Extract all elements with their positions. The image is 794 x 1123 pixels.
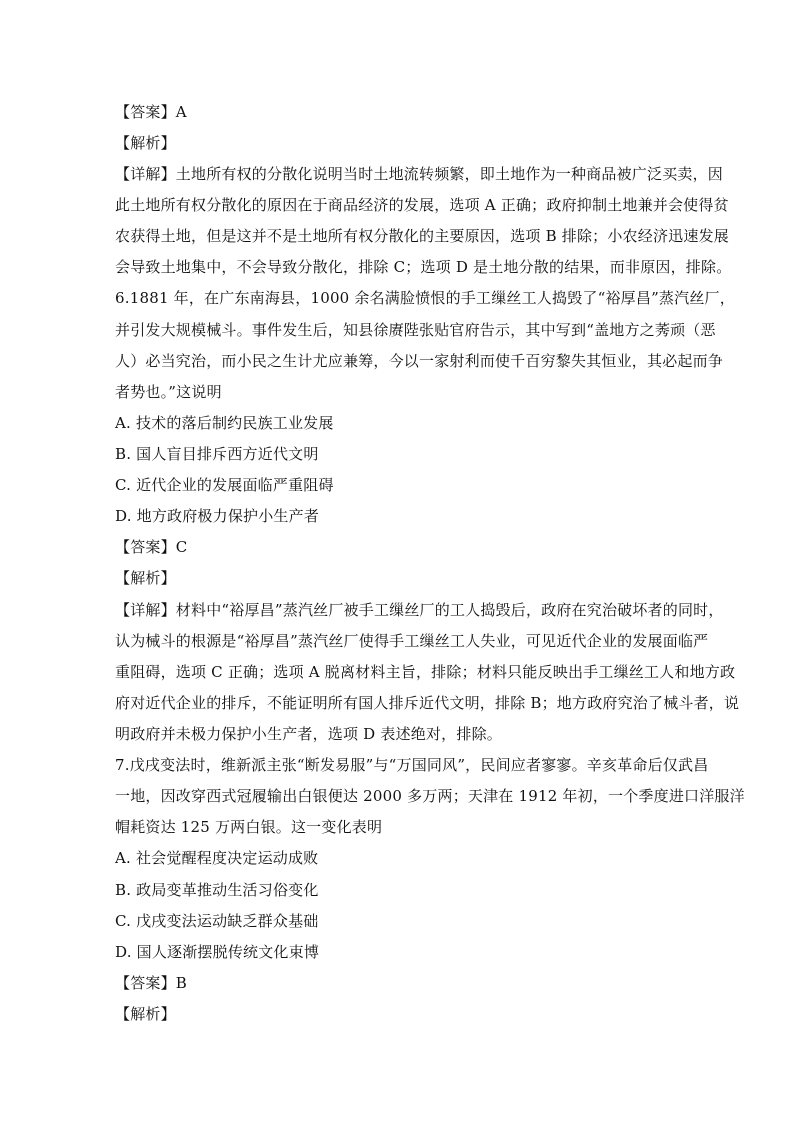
option-b: B. 国人盲目排斥西方近代文明 bbox=[115, 445, 319, 463]
question-stem-line: 6.1881 年，在广东南海县，1000 余名满脸愤恨的手工缫丝工人捣毁了“裕厚昌”蒸汽丝厂， bbox=[115, 289, 735, 307]
option-b: B. 政局变革推动生活习俗变化 bbox=[115, 881, 319, 899]
detail-paragraph-line: 府对近代企业的排斥，不能证明所有国人排斥近代文明，排除 B；地方政府究治了械斗者，说 bbox=[115, 694, 740, 712]
question-stem-line: 者势也。”这说明 bbox=[115, 383, 222, 401]
detail-paragraph-line: 会导致土地集中，不会导致分散化，排除 C；选项 D 是土地分散的结果，而非原因，排除。 bbox=[115, 258, 732, 276]
answer-label: 【答案】B bbox=[115, 974, 188, 992]
detail-paragraph-line: 明政府并未极力保护小生产者，选项 D 表述绝对，排除。 bbox=[115, 725, 502, 743]
detail-paragraph-line: 此土地所有权分散化的原因在于商品经济的发展，选项 A 正确；政府抑制土地兼并会使得贫 bbox=[115, 196, 729, 214]
detail-paragraph-line: 【详解】土地所有权的分散化说明当时土地流转频繁，即土地作为一种商品被广泛买卖，因 bbox=[115, 165, 724, 183]
question-stem-line: 并引发大规模械斗。事件发生后，知县徐赓陛张贴官府告示，其中写到“盖地方之莠顽（恶 bbox=[115, 321, 716, 339]
option-d: D. 地方政府极力保护小生产者 bbox=[115, 507, 320, 525]
question-stem-line: 7.戊戌变法时，维新派主张“断发易服”与“万国同风”，民间应者寥寥。辛亥革命后仅武昌 bbox=[115, 756, 709, 774]
answer-label: 【答案】C bbox=[115, 538, 188, 556]
analysis-label: 【解析】 bbox=[115, 569, 176, 587]
option-a: A. 技术的落后制约民族工业发展 bbox=[115, 414, 334, 432]
option-d: D. 国人逐渐摆脱传统文化束博 bbox=[115, 943, 320, 961]
question-stem-line: 一地，因改穿西式冠履输出白银便达 2000 多万两；天津在 1912 年初，一个季度进口洋服洋 bbox=[115, 787, 745, 805]
analysis-label: 【解析】 bbox=[115, 134, 176, 152]
analysis-label: 【解析】 bbox=[115, 1005, 176, 1023]
detail-paragraph-line: 重阻碍，选项 C 正确；选项 A 脱离材料主旨，排除；材料只能反映出手工缫丝工人和地方政 bbox=[115, 663, 736, 681]
question-stem-line: 帽耗资达 125 万两白银。这一变化表明 bbox=[115, 818, 383, 836]
option-c: C. 近代企业的发展面临严重阻碍 bbox=[115, 476, 334, 494]
answer-label: 【答案】A bbox=[115, 103, 187, 121]
detail-paragraph-line: 【详解】材料中“裕厚昌”蒸汽丝厂被手工缫丝厂的工人捣毁后，政府在究治破坏者的同时， bbox=[115, 601, 724, 619]
option-c: C. 戊戌变法运动缺乏群众基础 bbox=[115, 912, 319, 930]
detail-paragraph-line: 认为械斗的根源是“裕厚昌”蒸汽丝厂使得手工缫丝工人失业，可见近代企业的发展面临严 bbox=[115, 632, 709, 650]
detail-paragraph-line: 农获得土地，但是这并不是土地所有权分散化的主要原因，选项 B 排除；小农经济迅速发展 bbox=[115, 227, 729, 245]
option-a: A. 社会觉醒程度决定运动成败 bbox=[115, 849, 319, 867]
question-stem-line: 人）必当究治，而小民之生计尤应兼筹，今以一家射利而使千百穷黎失其恒业，其必起而争 bbox=[115, 352, 724, 370]
